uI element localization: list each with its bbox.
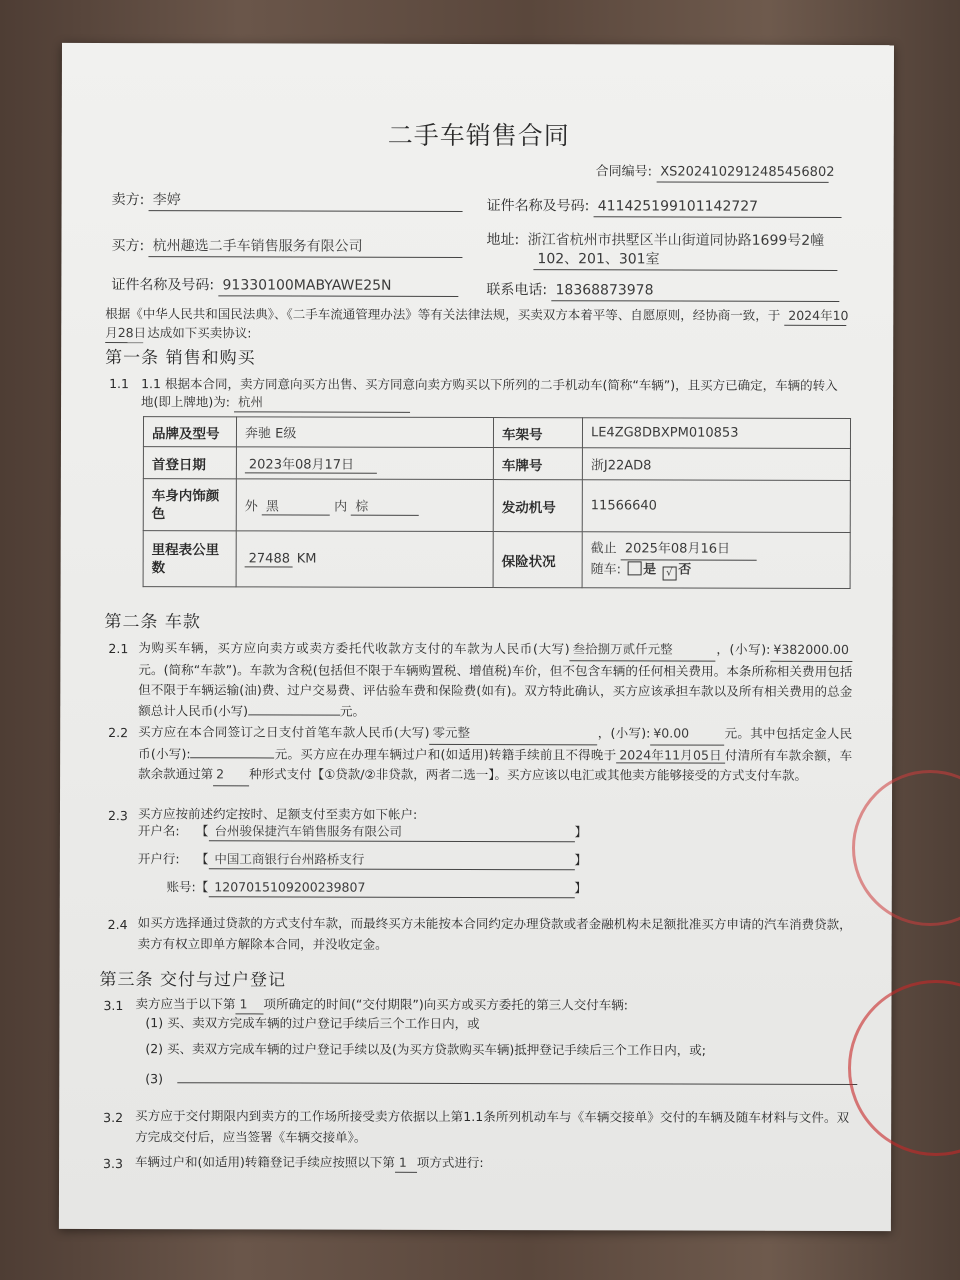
article-2-heading: 第二条 车款	[104, 612, 201, 633]
clause-2-2: 买方应在本合同签订之日支付首笔车款人民币(大写) 零元整 ，(小写): ¥0.00 元。其中包括定金人民币(小写): 元。买方应在办理车辆过户和(如适用)转籍手续前且不得晚于 2024年11月05日 付清所有车款余额，车款余款通过第 2 种形式支付【①贷款/②非贷款，两者二选一】。买方应该以电汇或其他卖方能够接受的方式支付车款。	[138, 722, 852, 787]
insurance-date: 2025年08月16日	[621, 539, 757, 560]
engine-value: 11566640	[582, 480, 850, 533]
mileage-cell	[236, 531, 493, 588]
seller-name: 李婷	[149, 190, 463, 212]
brand-value: 奔驰 E级	[236, 417, 493, 448]
clause-3-1: 卖方应当于以下第 1 项所确定的时间(“交付期限”)向买方或买方委托的第三人交付车辆:	[135, 995, 627, 1015]
bank-name: 中国工商银行台州路桥支行	[208, 850, 574, 870]
mileage-label: 里程表公里数	[143, 531, 236, 587]
interior-color: 棕	[351, 495, 419, 515]
first-payment-upper: 零元整	[429, 723, 597, 745]
total-blank	[248, 714, 340, 715]
payoff-date: 2024年11月05日	[616, 747, 725, 763]
buyer-phone: 18368873978	[551, 280, 839, 302]
contract-number: 合同编号: XS2024102912485456802	[596, 163, 829, 183]
table-row	[143, 479, 850, 533]
seller-row: 卖方: 李婷	[112, 190, 463, 212]
reg-date-value: 2023年08月17日	[245, 453, 377, 473]
brand-label: 品牌及型号	[143, 417, 236, 447]
clause-2-4-num: 2.4	[107, 917, 128, 933]
table-row	[143, 531, 850, 589]
clause-3-3-num: 3.3	[103, 1156, 123, 1172]
reg-date-cell	[236, 447, 493, 480]
option-3-blank	[177, 1082, 857, 1085]
vehicle-table	[143, 416, 851, 589]
deposit-blank	[191, 757, 275, 758]
clause-2-3-num: 2.3	[107, 808, 128, 824]
reg-date-label: 首登日期	[143, 447, 236, 479]
delivery-item: 1	[235, 995, 263, 1014]
buyer-id: 91330100MABYAWE25N	[219, 275, 459, 297]
delivery-option-1: (1) 买、卖双方完成车辆的过户登记手续后三个工作日内，或	[145, 1015, 480, 1032]
price-upper: 叁拾捌万贰仟元整	[570, 639, 716, 661]
article-1-heading: 第一条 销售和购买	[105, 348, 256, 369]
insurance-follow	[591, 560, 842, 581]
preamble-line1: 根据《中华人民共和国民法典》、《二手车流通管理办法》等有关法律法规，买卖双方本着平等、自愿原则，经协商一致，于 2024年10	[105, 305, 846, 326]
account-number: 1207015109200239807	[208, 878, 574, 898]
clause-2-2-num: 2.2	[108, 725, 129, 741]
vin-label: 车架号	[493, 418, 582, 448]
clause-2-4: 如买方选择通过贷款的方式支付车款，而最终买方未能按本合同约定办理贷款或者金融机构未足额批准买方申请的汽车消费贷款，卖方有权立即单方解除本合同，并没收定金。	[137, 915, 852, 952]
vin-value: LE4ZG8DBXPM010853	[582, 418, 850, 449]
article-3-heading: 第三条 交付与过户登记	[99, 970, 286, 991]
clause-2-1-num: 2.1	[108, 641, 129, 657]
clause-2-3: 买方应按前述约定按时、足额支付至卖方如下帐户:	[137, 806, 418, 822]
mileage-unit: KM	[296, 551, 317, 567]
insurance-until	[591, 539, 842, 561]
first-payment-lower: ¥0.00	[650, 723, 724, 745]
price-lower: ¥382000.00	[770, 640, 852, 662]
contract-page	[59, 43, 894, 1231]
mileage-value: 27488	[245, 551, 293, 567]
buyer-address-line2-wrap	[533, 249, 837, 271]
clause-3-2-num: 3.2	[103, 1110, 124, 1126]
clause-3-2: 买方应于交付期限内到卖方的工作场所接受卖方依据以上第1.1条所列机动车与《车辆交接单》交付的车辆及随车材料与文件。双方完成交付后，应当签署《车辆交接单》。	[135, 1108, 850, 1145]
plate-value: 浙J22AD8	[582, 448, 850, 481]
payment-way: 2	[213, 764, 249, 786]
bank-row: 开户行: 【 中国工商银行台州路桥支行 】	[138, 850, 587, 870]
buyer-phone-row: 联系电话: 18368873978	[486, 280, 839, 302]
preamble-date-a: 2024年10	[784, 307, 846, 326]
plate-label: 车牌号	[493, 448, 582, 480]
clause-3-3: 车辆过户和(如适用)转籍登记手续应按照以下第 1 项方式进行:	[135, 1153, 484, 1173]
checkbox-yes	[627, 561, 641, 575]
account-name: 台州骏保捷汽车销售服务有限公司	[208, 822, 574, 842]
table-row	[143, 417, 850, 449]
buyer-address-row: 地址: 浙江省杭州市拱墅区半山街道同协路1699号2幢	[486, 232, 825, 249]
transfer-city: 杭州	[234, 393, 410, 412]
color-label: 车身内饰颜色	[143, 479, 236, 531]
transfer-item: 1	[395, 1154, 417, 1173]
preamble-line2: 月28日 达成如下买卖协议:	[105, 324, 251, 343]
insurance-prefix: 截止	[590, 541, 617, 557]
insurance-cell	[582, 532, 850, 589]
insurance-label: 保险状况	[493, 532, 582, 588]
insurance-follow-label: 随车:	[590, 562, 622, 578]
buyer-address-line1: 浙江省杭州市拱墅区半山街道同协路1699号2幢	[527, 232, 825, 249]
seller-id-row: 证件名称及号码: 411425199101142727	[487, 196, 842, 218]
buyer-row: 买方: 杭州趣选二手车销售服务有限公司	[111, 236, 462, 258]
buyer-name: 杭州趣选二手车销售服务有限公司	[149, 236, 463, 258]
exterior-prefix: 外	[244, 498, 258, 514]
delivery-option-2: (2) 买、卖双方完成车辆的过户登记手续以及(为买方贷款购买车辆)抵押登记手续后三个工作日内，或;	[145, 1041, 707, 1058]
yes-label: 是	[643, 562, 657, 578]
no-label: 否	[678, 562, 692, 578]
checkbox-no: √	[662, 566, 676, 580]
page-title: 二手车销售合同	[387, 120, 570, 151]
clause-1-1-line2: 地(即上牌地)为: 杭州	[141, 393, 410, 413]
buyer-address-line2: 102、201、301室	[533, 249, 837, 271]
clause-2-1: 为购买车辆，买方应向卖方或卖方委托代收款方支付的车款为人民币(大写) 叁拾捌万贰仟元整 ，(小写): ¥382000.00元。(简称“车款”)。车款为含税(包括但不限于车辆购置税、增值税)车价，但不包含车辆的任何相关费用。本条所称相关费用包括但不限于车辆运输(油)费、过户交易费、评估验车费和保险费(如有)。双方特此确认，买方应该承担车款以及所有相关费用的总金额总计人民币(小写) 元。	[138, 640, 853, 719]
table-row	[143, 447, 850, 481]
preamble-date-b: 月28日	[105, 324, 143, 343]
contract-number-value: XS2024102912485456802	[656, 163, 828, 182]
clause-3-1-num: 3.1	[103, 998, 124, 1014]
exterior-color: 黑	[262, 495, 330, 515]
buyer-id-row: 证件名称及号码: 91330100MABYAWE25N	[111, 275, 458, 297]
delivery-option-3: (3)	[145, 1070, 857, 1090]
engine-label: 发动机号	[493, 480, 582, 532]
clause-1-1-num: 1.1	[109, 376, 130, 392]
bank-account-name-row: 开户名: 【 台州骏保捷汽车销售服务有限公司 】	[138, 822, 587, 842]
account-number-row: 账号:【 1207015109200239807 】	[138, 878, 587, 898]
seller-id: 411425199101142727	[594, 196, 842, 218]
interior-prefix: 内	[334, 499, 348, 515]
clause-1-1-line1: 1.1 根据本合同，卖方同意向买方出售、买方同意向卖方购买以下所列的二手机动车(简称“车辆”)，且买方已确定，车辆的转入	[141, 376, 838, 393]
color-cell	[236, 479, 493, 532]
